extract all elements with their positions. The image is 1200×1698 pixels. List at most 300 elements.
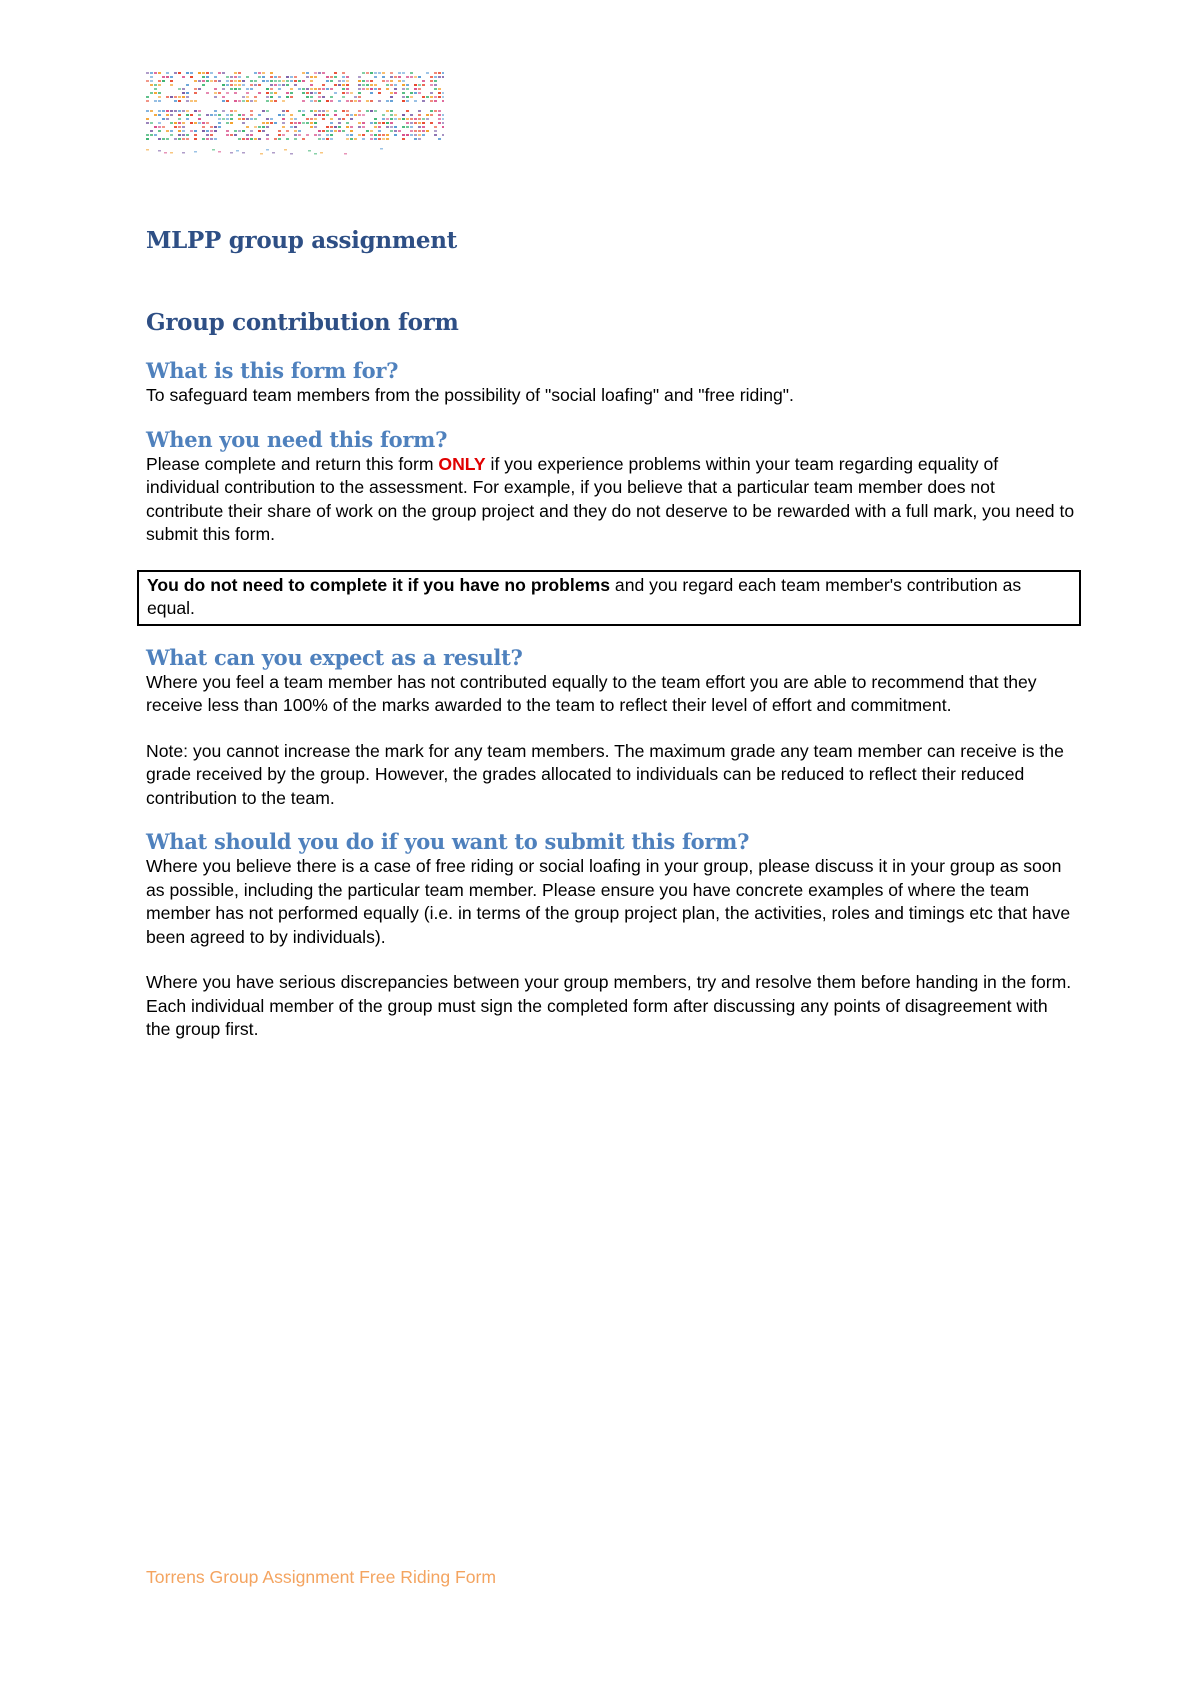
logo-pixel [386,80,389,82]
logo-pixel [418,92,421,94]
logo-pixel [414,122,417,124]
logo-pixel [366,130,369,132]
logo-pixel [418,88,421,90]
logo-pixel [282,110,285,112]
logo-pixel [338,84,341,86]
logo-pixel [286,130,289,132]
notice-bold-text: You do not need to complete it if you have no problems [147,574,611,595]
page-footer: Torrens Group Assignment Free Riding Form [146,1567,497,1587]
logo-pixel [174,110,177,112]
logo-pixel [330,126,333,128]
logo-pixel [418,118,421,120]
section-body-expect-note: Note: you cannot increase the mark for any team members. The maximum grade any team member can receive is the grade received by the group. However, the grades allocated to individuals can be reduced to reflect their reduced contribution to the team. [146,740,1064,808]
logo-pixel [406,88,409,90]
logo-pixel [278,138,281,140]
logo-pixel [206,138,209,140]
logo-pixel [206,80,209,82]
logo-pixel [422,126,425,128]
logo-pixel [170,122,173,124]
logo-pixel [158,126,161,128]
logo-pixel [226,134,229,136]
logo-pixel [234,134,237,136]
logo-pixel [418,114,421,116]
logo-pixel [246,118,249,120]
logo-pixel [294,118,297,120]
logo-pixel [320,152,323,154]
logo-pixel [342,92,345,94]
logo-pixel [310,118,313,120]
logo-pixel [362,80,365,82]
logo-pixel [318,72,321,74]
logo-pixel [250,138,253,140]
logo-pixel [346,110,349,112]
logo-pixel [338,122,341,124]
logo-pixel [238,80,241,82]
logo-pixel [366,110,369,112]
logo-pixel [154,100,157,102]
logo-pixel [422,130,425,132]
logo-pixel [380,148,383,150]
logo-pixel [178,110,181,112]
logo-pixel [158,114,161,116]
logo-pixel [386,88,389,90]
logo-pixel [378,100,381,102]
section-body-expect-1: Where you feel a team member has not contributed equally to the team effort you are able to recommend that they receive less than 100% of the marks awarded to the team to reflect their level of effort and commitment. [146,671,1037,715]
logo-pixel [318,92,321,94]
logo-pixel [174,72,177,74]
logo-pixel [298,134,301,136]
logo-pixel [438,88,441,90]
logo-pixel [222,100,225,102]
logo-pixel [426,114,429,116]
logo-pixel [434,130,437,132]
logo-pixel [254,100,257,102]
logo-pixel [182,96,185,98]
logo-pixel [186,114,189,116]
logo-pixel [394,134,397,136]
logo-pixel [434,84,437,86]
logo-pixel [326,76,329,78]
logo-pixel [158,80,161,82]
logo-pixel [294,130,297,132]
logo-pixel [418,138,421,140]
logo-pixel [378,72,381,74]
logo-pixel [178,130,181,132]
logo-pixel [170,110,173,112]
logo-pixel [358,96,361,98]
logo-pixel [394,118,397,120]
logo-pixel [438,114,441,116]
logo-pixel [370,84,373,86]
logo-pixel [310,88,313,90]
logo-pixel [314,88,317,90]
logo-pixel [214,88,217,90]
section-heading-when-needed: When you need this form? [146,426,448,452]
logo-pixel [194,80,197,82]
logo-pixel [158,150,161,152]
logo-pixel [326,138,329,140]
logo-pixel [354,114,357,116]
logo-pixel [246,134,249,136]
logo-pixel [442,96,444,98]
logo-pixel [310,76,313,78]
logo-pixel [254,126,257,128]
logo-pixel [206,122,209,124]
logo-pixel [402,84,405,86]
logo-pixel [314,72,317,74]
logo-pixel [210,126,213,128]
logo-pixel [330,118,333,120]
logo-pixel [162,80,165,82]
logo-pixel [314,100,317,102]
logo-pixel [346,126,349,128]
logo-pixel [154,114,157,116]
logo-pixel [374,72,377,74]
logo-pixel [214,138,217,140]
logo-pixel [206,72,209,74]
logo-pixel [442,76,444,78]
logo-pixel [326,100,329,102]
logo-pixel [154,72,157,74]
logo-pixel [414,130,417,132]
logo-pixel [230,84,233,86]
logo-pixel [394,84,397,86]
logo-pixel [150,80,153,82]
logo-pixel [182,88,185,90]
logo-pixel [362,126,365,128]
logo-pixel [210,134,213,136]
logo-pixel [150,122,153,124]
logo-pixel [274,138,277,140]
logo-pixel [266,118,269,120]
logo-pixel [202,126,205,128]
logo-pixel [290,118,293,120]
logo-pixel [226,114,229,116]
logo-pixel [442,114,444,116]
when-needed-text-end: if you experience problems within your team regarding equality of individual contribution to the assessment. For example, if you believe that a particular team member does not contribute their share of work on the group project and they do not deserve to be rewarded with a full mark, you need to submit this form. [146,453,1075,544]
logo-pixel [170,134,173,136]
logo-pixel [242,84,245,86]
logo-pixel [410,134,413,136]
logo-pixel [390,84,393,86]
logo-pixel [298,122,301,124]
logo-pixel [362,134,365,136]
logo-pixel [150,92,153,94]
logo-pixel [202,80,205,82]
logo-pixel [150,130,153,132]
logo-pixel [226,80,229,82]
logo-pixel [198,88,201,90]
logo-pixel [214,110,217,112]
logo-pixel [166,76,169,78]
logo-pixel [378,92,381,94]
logo-pixel [318,114,321,116]
logo-pixel [230,88,233,90]
logo-pixel [230,114,233,116]
logo-pixel [322,110,325,112]
logo-pixel [270,72,273,74]
logo-pixel [334,84,337,86]
logo-pixel [302,100,305,102]
logo-pixel [178,122,181,124]
logo-pixel [194,151,197,153]
logo-pixel [238,114,241,116]
logo-pixel [206,134,209,136]
logo-pixel [238,84,241,86]
section-heading-submit: What should you do if you want to submit this form? [146,829,750,854]
logo-pixel [158,122,161,124]
logo-pixel [258,84,261,86]
logo-pixel [270,80,273,82]
logo-pixel [154,88,157,90]
logo-pixel [338,130,341,132]
logo-pixel [326,114,329,116]
logo-pixel [186,96,189,98]
logo-pixel [402,118,405,120]
logo-pixel [370,80,373,82]
logo-pixel [302,72,305,74]
logo-pixel [222,88,225,90]
logo-pixel [318,110,321,112]
logo-pixel [266,149,269,151]
logo-pixel [346,134,349,136]
logo-pixel [242,118,245,120]
logo-pixel [302,92,305,94]
logo-pixel [438,138,441,140]
logo-pixel [342,130,345,132]
logo-pixel [146,80,149,82]
logo-pixel [386,134,389,136]
page-title: MLPP group assignment [146,227,457,254]
logo-pixel [162,126,165,128]
logo-pixel [290,88,293,90]
logo-pixel [346,76,349,78]
logo-pixel [418,134,421,136]
logo-pixel [262,72,265,74]
logo-pixel [434,76,437,78]
logo-pixel [322,88,325,90]
logo-pixel [314,114,317,116]
logo-pixel [346,122,349,124]
logo-pixel [410,118,413,120]
logo-pixel [406,100,409,102]
logo-pixel [382,134,385,136]
logo-pixel [226,130,229,132]
logo-pixel [178,96,181,98]
logo-pixel [154,126,157,128]
logo-pixel [314,153,317,155]
logo-pixel [238,88,241,90]
logo-pixel [174,100,177,102]
logo-pixel [274,100,277,102]
form-title: Group contribution form [146,309,459,336]
logo-pixel [334,76,337,78]
logo-pixel [286,92,289,94]
logo-pixel [198,80,201,82]
logo-pixel [342,80,345,82]
logo-pixel [350,126,353,128]
logo-pixel [186,110,189,112]
logo-pixel [362,88,365,90]
logo-pixel [334,130,337,132]
logo-pixel [370,138,373,140]
logo-pixel [170,96,173,98]
logo-pixel [370,100,373,102]
logo-pixel [390,110,393,112]
logo-pixel [402,138,405,140]
logo-pixel [322,118,325,120]
logo-pixel [166,138,169,140]
logo-pixel [350,134,353,136]
logo-pixel [418,110,421,112]
logo-pixel [146,100,149,102]
logo-pixel [350,100,353,102]
logo-pixel [438,118,441,120]
logo-pixel [322,138,325,140]
logo-pixel [366,100,369,102]
logo-pixel [322,72,325,74]
logo-pixel [326,130,329,132]
logo-pixel [230,122,233,124]
logo-pixel [202,138,205,140]
logo-pixel [438,72,441,74]
logo-pixel [242,80,245,82]
logo-pixel [394,126,397,128]
logo-pixel [406,84,409,86]
logo-pixel [330,138,333,140]
logo-pixel [178,134,181,136]
logo-pixel [234,130,237,132]
logo-pixel [218,151,221,153]
logo-pixel [302,80,305,82]
logo-pixel [290,153,293,155]
logo-pixel [390,80,393,82]
logo-pixel [162,76,165,78]
logo-pixel [230,76,233,78]
section-heading-expect: What can you expect as a result? [146,644,523,670]
logo-pixel [258,126,261,128]
logo-pixel [190,72,193,74]
logo-pixel [434,80,437,82]
logo-pixel [158,84,161,86]
logo-pixel [390,100,393,102]
logo-pixel [278,88,281,90]
logo-pixel [390,118,393,120]
logo-pixel [234,72,237,74]
logo-pixel [422,134,425,136]
logo-pixel [190,76,193,78]
logo-pixel [262,80,265,82]
logo-pixel [314,76,317,78]
logo-pixel [190,100,193,102]
logo-pixel [302,88,305,90]
logo-pixel [198,118,201,120]
logo-pixel [210,130,213,132]
logo-pixel [410,130,413,132]
logo-pixel [226,76,229,78]
logo-pixel [158,72,161,74]
logo-pixel [226,92,229,94]
logo-pixel [258,92,261,94]
logo-pixel [270,122,273,124]
logo-pixel [358,88,361,90]
logo-pixel [162,110,165,112]
logo-pixel [162,118,165,120]
logo-pixel [374,134,377,136]
logo-pixel [270,92,273,94]
logo-pixel [422,122,425,124]
logo-pixel [234,76,237,78]
logo-pixel [422,84,425,86]
logo-pixel [306,72,309,74]
logo-pixel [378,134,381,136]
logo-pixel [302,138,305,140]
logo-pixel [430,84,433,86]
logo-pixel [290,96,293,98]
logo-pixel [394,130,397,132]
logo-pixel [262,122,265,124]
logo-pixel [154,134,157,136]
logo-pixel [286,84,289,86]
logo-pixel [246,138,249,140]
logo-pixel [314,122,317,124]
logo-pixel [410,126,413,128]
logo-pixel [194,88,197,90]
logo-pixel [354,138,357,140]
logo-pixel [398,130,401,132]
logo-pixel [202,84,205,86]
logo-pixel [214,92,217,94]
logo-pixel [190,130,193,132]
logo-pixel [254,80,257,82]
logo-pixel [250,114,253,116]
logo-pixel [218,80,221,82]
logo-pixel [358,84,361,86]
logo-pixel [306,76,309,78]
logo-pixel [306,118,309,120]
logo-pixel [342,118,345,120]
logo-pixel [402,134,405,136]
logo-pixel [242,100,245,102]
logo-pixel [230,118,233,120]
logo-pixel [334,72,337,74]
logo-pixel [430,122,433,124]
logo-pixel [230,80,233,82]
logo-pixel [182,110,185,112]
logo-pixel [238,118,241,120]
logo-pixel [338,80,341,82]
logo-pixel [414,100,417,102]
logo-pixel [222,110,225,112]
logo-pixel [386,100,389,102]
logo-pixel [358,100,361,102]
logo-pixel [254,138,257,140]
logo-pixel [254,72,257,74]
logo-pixel [294,122,297,124]
logo-pixel [286,80,289,82]
logo-pixel [346,138,349,140]
logo-pixel [406,76,409,78]
logo-pixel [206,76,209,78]
logo-pixel [234,80,237,82]
logo-pixel [426,72,429,74]
logo-pixel [238,76,241,78]
logo-pixel [350,92,353,94]
logo-pixel [202,72,205,74]
logo-pixel [402,126,405,128]
logo-pixel [214,80,217,82]
logo-pixel [314,118,317,120]
